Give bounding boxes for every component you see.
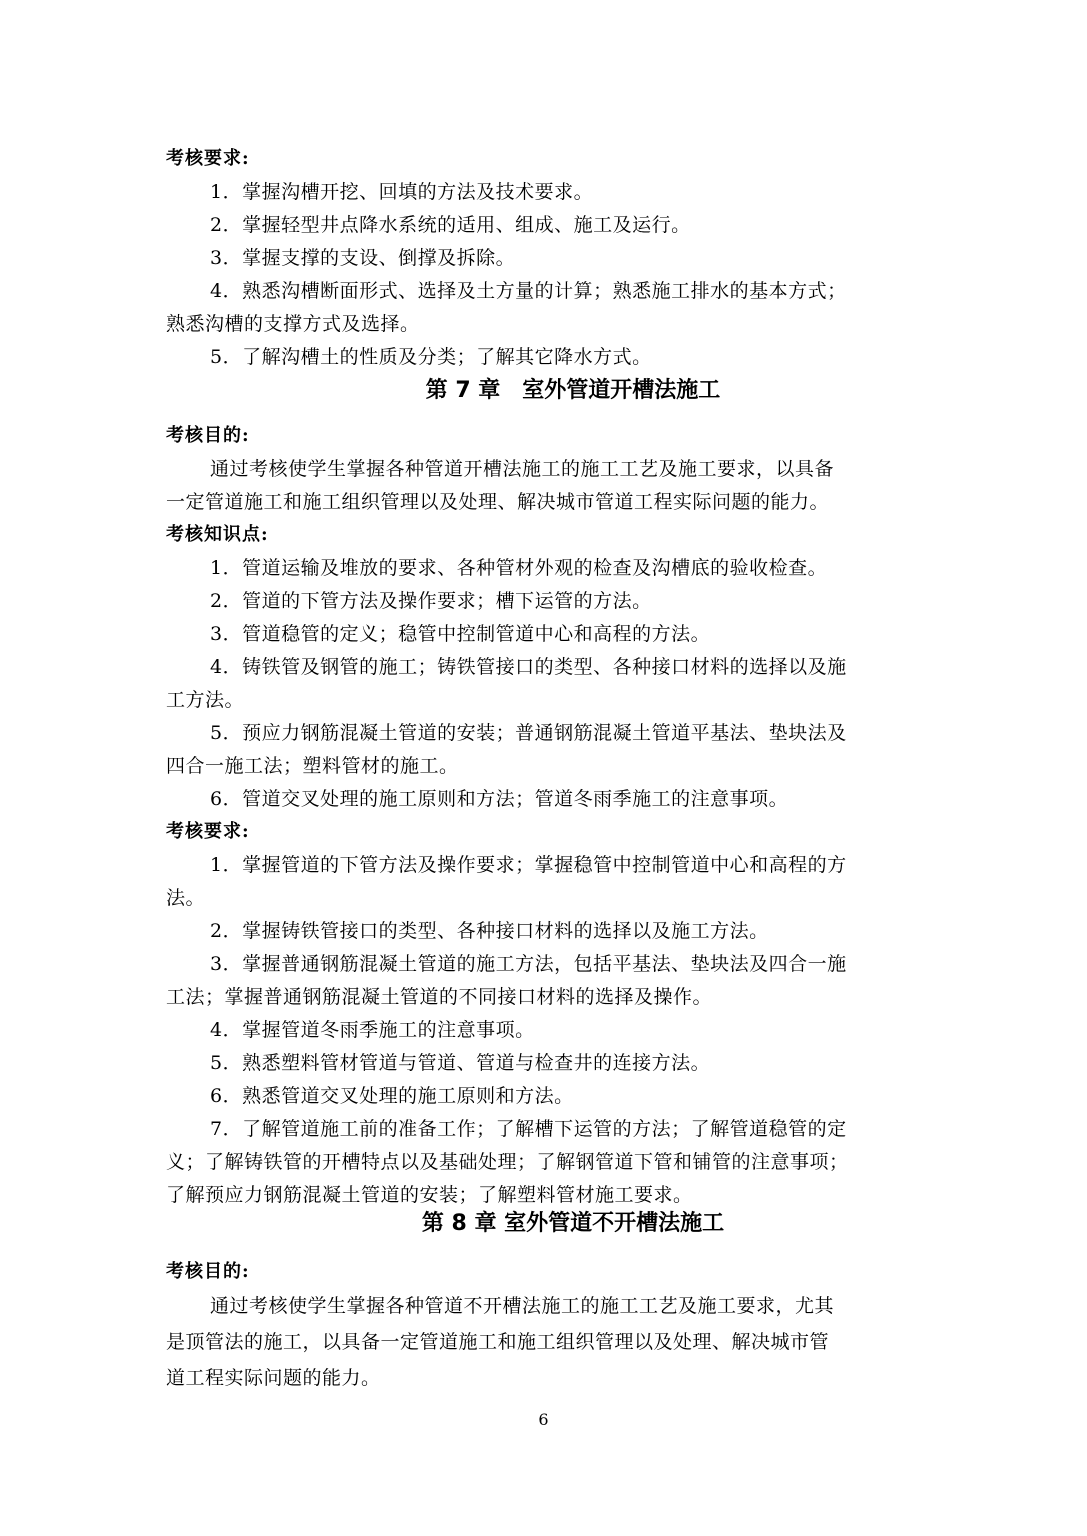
- list-item: 6．管道交叉处理的施工原则和方法；管道冬雨季施工的注意事项。: [210, 788, 789, 810]
- list-item: 义；了解铸铁管的开槽特点以及基础处理；了解钢管道下管和铺管的注意事项；: [166, 1151, 849, 1173]
- list-item: 四合一施工法；塑料管材的施工。: [166, 755, 459, 777]
- list-item: 2．掌握轻型井点降水系统的适用、组成、施工及运行。: [210, 214, 691, 236]
- section-label: 考核要求:: [166, 148, 250, 169]
- list-item: 熟悉沟槽的支撑方式及选择。: [166, 313, 420, 335]
- list-item: 法。: [166, 887, 206, 909]
- list-item: 3．掌握支撑的支设、倒撑及拆除。: [210, 247, 516, 269]
- section-label: 考核知识点:: [166, 524, 269, 545]
- chapter-title: 第 7 章 室外管道开槽法施工: [425, 378, 721, 403]
- paragraph-line: 通过考核使学生掌握各种管道开槽法施工的施工工艺及施工要求，以具备: [210, 458, 835, 480]
- paragraph-line: 通过考核使学生掌握各种管道不开槽法施工的施工工艺及施工要求，尤其: [210, 1295, 835, 1317]
- list-item: 工方法。: [166, 689, 245, 711]
- paragraph-line: 一定管道施工和施工组织管理以及处理、解决城市管道工程实际问题的能力。: [166, 491, 830, 513]
- list-item: 了解预应力钢筋混凝土管道的安装；了解塑料管材施工要求。: [166, 1184, 693, 1206]
- section-label: 考核要求:: [166, 821, 250, 842]
- list-item: 5．预应力钢筋混凝土管道的安装；普通钢筋混凝土管道平基法、垫块法及: [210, 722, 847, 744]
- list-item: 3．管道稳管的定义；稳管中控制管道中心和高程的方法。: [210, 623, 711, 645]
- list-item: 1．掌握沟槽开挖、回填的方法及技术要求。: [210, 181, 594, 203]
- list-item: 6．熟悉管道交叉处理的施工原则和方法。: [210, 1085, 574, 1107]
- paragraph-line: 是顶管法的施工，以具备一定管道施工和施工组织管理以及处理、解决城市管: [166, 1331, 830, 1353]
- list-item: 工法；掌握普通钢筋混凝土管道的不同接口材料的选择及操作。: [166, 986, 713, 1008]
- list-item: 7．了解管道施工前的准备工作；了解槽下运管的方法；了解管道稳管的定: [210, 1118, 847, 1140]
- page-number: 6: [538, 1410, 549, 1429]
- section-label: 考核目的:: [166, 1261, 250, 1282]
- list-item: 1．掌握管道的下管方法及操作要求；掌握稳管中控制管道中心和高程的方: [210, 854, 847, 876]
- list-item: 2．管道的下管方法及操作要求；槽下运管的方法。: [210, 590, 652, 612]
- list-item: 1．管道运输及堆放的要求、各种管材外观的检查及沟槽底的验收检查。: [210, 557, 828, 579]
- list-item: 4．铸铁管及钢管的施工；铸铁管接口的类型、各种接口材料的选择以及施: [210, 656, 847, 678]
- list-item: 4．熟悉沟槽断面形式、选择及土方量的计算；熟悉施工排水的基本方式；: [210, 280, 847, 302]
- chapter-title: 第 8 章 室外管道不开槽法施工: [421, 1211, 725, 1236]
- list-item: 4．掌握管道冬雨季施工的注意事项。: [210, 1019, 535, 1041]
- list-item: 2．掌握铸铁管接口的类型、各种接口材料的选择以及施工方法。: [210, 920, 769, 942]
- list-item: 3．掌握普通钢筋混凝土管道的施工方法，包括平基法、垫块法及四合一施: [210, 953, 847, 975]
- list-item: 5．熟悉塑料管材管道与管道、管道与检查井的连接方法。: [210, 1052, 711, 1074]
- section-label: 考核目的:: [166, 425, 250, 446]
- list-item: 5．了解沟槽土的性质及分类；了解其它降水方式。: [210, 346, 652, 368]
- paragraph-line: 道工程实际问题的能力。: [166, 1367, 381, 1389]
